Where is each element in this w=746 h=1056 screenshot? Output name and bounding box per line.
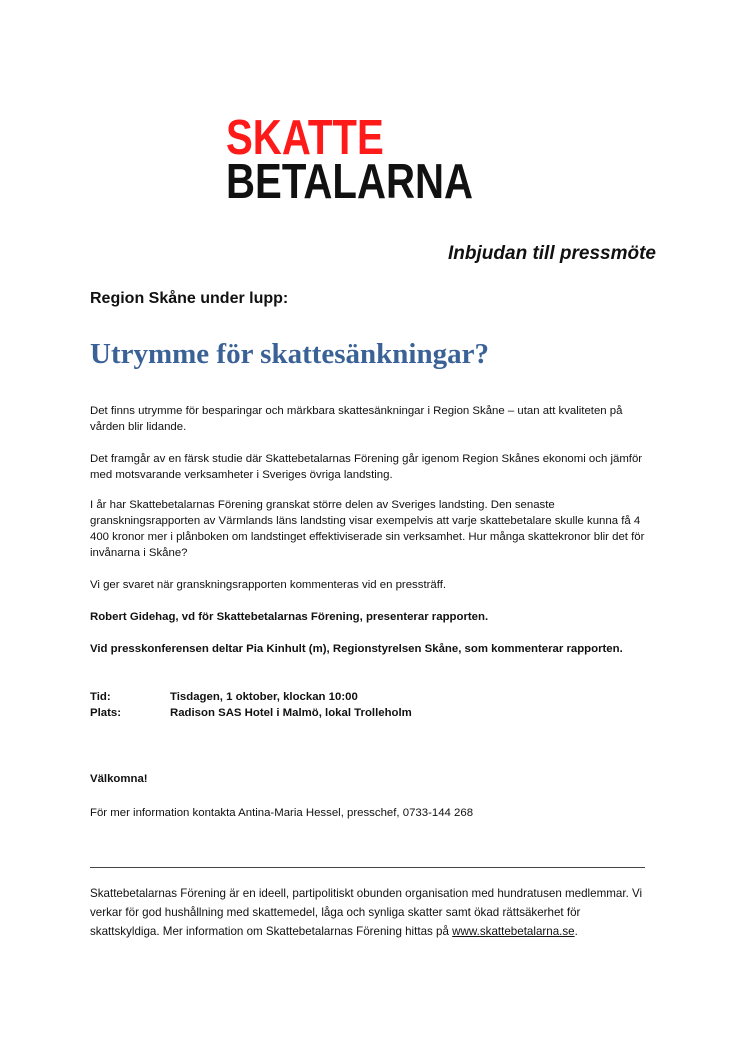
paragraph-answer: Vi ger svaret när granskningsrapporten kommenteras vid en pressträff.: [90, 579, 447, 591]
page-title: Utrymme för skattesänkningar?: [90, 338, 489, 370]
place-label: Plats:: [90, 707, 122, 719]
contact-info: För mer information kontakta Antina-Maria Hessel, presschef, 0733-144 268: [90, 807, 474, 819]
website-link[interactable]: www.skattebetalarna.se: [452, 925, 575, 938]
footer-end: .: [574, 925, 578, 938]
presenter-line: Robert Gidehag, vd för Skattebetalarnas Förening, presenterar rapporten.: [90, 611, 489, 623]
logo-line-skatte: SKATTE: [226, 111, 384, 165]
place-row: [90, 707, 412, 719]
place-value: Radison SAS Hotel i Malmö, lokal Trolleholm: [170, 707, 412, 719]
paragraph-study: Det framgår av en färsk studie där Skattebetalarnas Förening går igenom Region Skånes ekonomi och jämför med motsvarande verksamheter i Sveriges övriga landsting.: [90, 453, 643, 481]
time-label: Tid:: [90, 691, 111, 703]
invitation-heading: Inbjudan till pressmöte: [448, 243, 656, 264]
participant-line: Vid presskonferensen deltar Pia Kinhult (m), Regionstyrelsen Skåne, som kommenterar rapporten.: [90, 643, 623, 655]
divider: [90, 867, 645, 868]
time-value: Tisdagen, 1 oktober, klockan 10:00: [170, 691, 358, 703]
time-row: [90, 691, 358, 703]
welcome-text: Välkomna!: [90, 773, 148, 785]
logo-line-betalarna: BETALARNA: [226, 155, 474, 209]
footer-description: Skattebetalarnas Förening är en ideell, partipolitiskt obunden organisation med hundratusen medlemmar. Vi verkar för god hushållning med skattemedel, låga och synliga skatter samt ökad rättsäkerhet för skattskyldiga. Mer information om Skattebetalarnas Förening hittas på: [90, 887, 643, 938]
paragraph-intro: Det finns utrymme för besparingar och märkbara skattesänkningar i Region Skåne – utan att kvaliteten på vården blir lidande.: [90, 405, 623, 433]
logo: [226, 111, 474, 209]
footer-text: [90, 884, 650, 941]
kicker-heading: Region Skåne under lupp:: [90, 290, 289, 307]
paragraph-review: I år har Skattebetalarnas Förening granskat större delen av Sveriges landsting. Den senaste granskningsrapporten av Värmlands läns landsting visar exempelvis att varje skattebetalare skulle kunna få 4 400 kronor mer i plånboken om landstinget effektiviserade sin verksamhet. Hur många skattekronor blir det för invånarna i Skåne?: [90, 499, 645, 559]
